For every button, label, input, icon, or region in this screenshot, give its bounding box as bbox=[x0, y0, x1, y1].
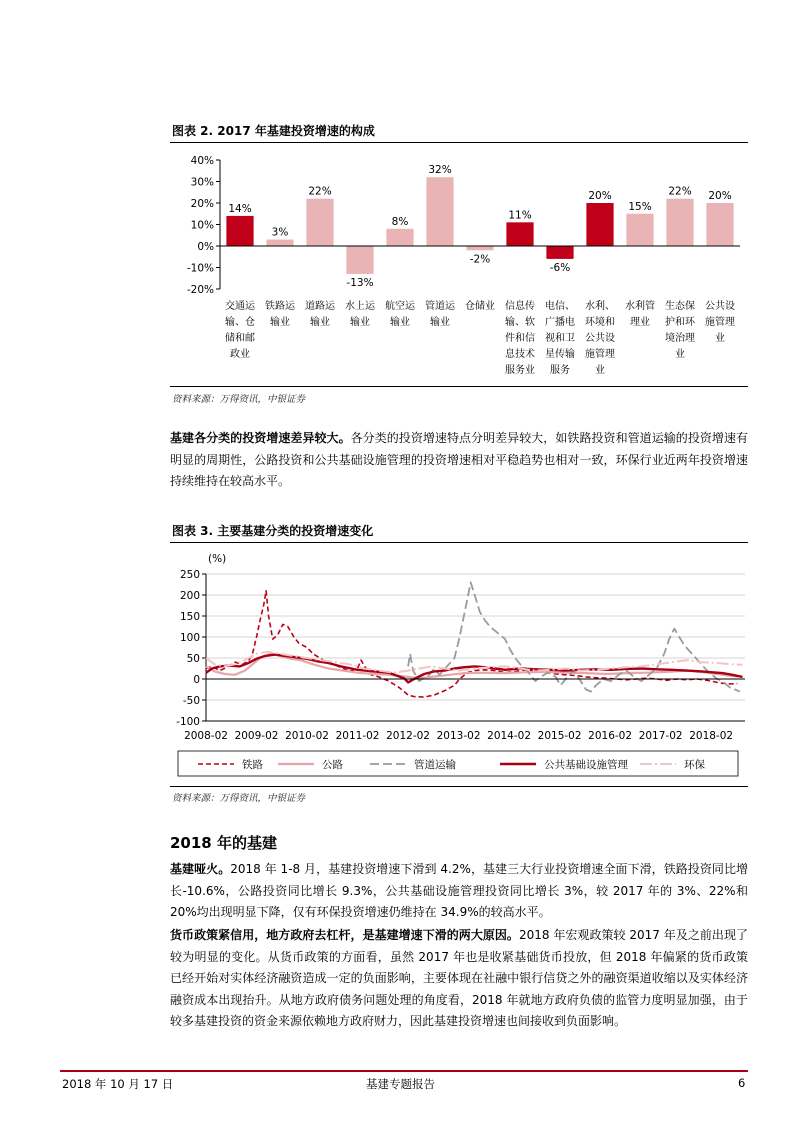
bar bbox=[506, 222, 533, 246]
figure-3-source: 资料来源：万得资讯，中银证券 bbox=[172, 793, 306, 804]
x-category-label: 业 bbox=[595, 365, 605, 376]
bar-value-label: -6% bbox=[549, 261, 571, 274]
footer-report-title: 基建专题报告 bbox=[366, 1077, 435, 1091]
bar-value-label: 11% bbox=[508, 209, 532, 222]
bar-value-label: 14% bbox=[228, 202, 252, 215]
y-tick-label: 0% bbox=[197, 241, 214, 253]
bar bbox=[466, 246, 493, 250]
x-category-label: 水上运 bbox=[345, 301, 375, 312]
y-tick-label: 200 bbox=[179, 590, 200, 602]
bar bbox=[426, 177, 453, 246]
y-tick-label: -50 bbox=[182, 695, 200, 707]
x-tick-label: 2011-02 bbox=[335, 730, 380, 742]
x-category-label: 管道运 bbox=[425, 301, 455, 312]
x-category-label: 输业 bbox=[270, 317, 290, 328]
x-category-label: 施管理 bbox=[705, 317, 735, 328]
paragraph-body: 2018 年 1-8 月，基建投资增速下滑到 4.2%，基建三大行业投资增速全面下滑，铁路投资同比增长-10.6%，公路投资同比增长 9.3%，公共基础设施管理投资同比增长 3%，较 2017 年的 3%、22%和 20%均出现明显下降，仅有环保投资增速仍维持在 34.9%的较高水平。 bbox=[170, 862, 748, 919]
figure-2-source: 资料来源：万得资讯，中银证券 bbox=[172, 394, 306, 405]
x-tick-label: 2015-02 bbox=[537, 730, 582, 742]
paragraph-body: 各分类的投资增速特点分明差异较大，如铁路投资和管道运输的投资增速有明显的周期性，公路投资和公共基础设施管理的投资增速相对平稳趋势也相对一致，环保行业近两年投资增速持续维持在较高水平。 bbox=[170, 431, 748, 488]
y-tick-label: -10% bbox=[186, 262, 214, 275]
x-category-label: 环境和 bbox=[585, 317, 615, 328]
bar-value-label: 3% bbox=[271, 226, 289, 239]
bar bbox=[666, 199, 693, 246]
bar-value-label: 8% bbox=[391, 215, 409, 228]
bar-value-label: -2% bbox=[469, 253, 491, 266]
x-category-label: 理业 bbox=[630, 317, 650, 328]
figure-2-bar-chart bbox=[170, 146, 750, 384]
x-category-label: 护和环 bbox=[665, 317, 695, 328]
x-category-label: 航空运 bbox=[385, 301, 415, 312]
x-category-label: 息技术 bbox=[505, 349, 535, 360]
paragraph-body: 2018 年宏观政策较 2017 年及之前出现了较为明显的变化。从货币政策的方面看，虽然 2017 年也是收紧基础货币投放，但 2018 年偏紧的货币政策已经开始对实体经济融资造成一定的负面影响，主要体现在社融中银行信贷之外的融资渠道收缩以及实体经济融资成本出现抬升。从地方政府债务问题处理的角度看，2018 年就地方政府负债的监管力度明显加强，由于较多基建投资的资金来源依赖地方政府财力，因此基建投资增速也间接收到负面影响。 bbox=[170, 928, 748, 1028]
bar-value-label: 15% bbox=[628, 200, 652, 213]
bar bbox=[266, 240, 293, 246]
x-category-label: 信息传 bbox=[505, 301, 535, 312]
figure-2-top-rule bbox=[170, 142, 748, 143]
x-tick-label: 2018-02 bbox=[689, 730, 734, 742]
x-category-label: 输业 bbox=[350, 317, 370, 328]
bar bbox=[586, 203, 613, 246]
x-category-label: 输、软 bbox=[505, 317, 535, 328]
bar bbox=[626, 214, 653, 246]
bar bbox=[306, 199, 333, 246]
y-tick-label: 30% bbox=[190, 176, 214, 189]
legend-label: 铁路 bbox=[242, 759, 263, 771]
x-category-label: 境治理 bbox=[665, 333, 695, 344]
paragraph-lead: 基建各分类的投资增速差异较大。 bbox=[170, 431, 351, 445]
bar bbox=[546, 246, 573, 259]
y-tick-label: -20% bbox=[186, 284, 214, 296]
paragraph-lead: 货币政策紧信用，地方政府去杠杆，是基建增速下滑的两大原因。 bbox=[170, 928, 519, 942]
figure-2-bottom-rule bbox=[170, 386, 748, 387]
y-axis-unit: (%) bbox=[208, 553, 227, 565]
x-category-label: 政业 bbox=[230, 349, 250, 360]
x-category-label: 服务 bbox=[550, 365, 570, 376]
x-category-label: 水利管 bbox=[625, 301, 655, 312]
x-category-label: 铁路运 bbox=[265, 301, 295, 312]
legend-label: 公路 bbox=[322, 759, 343, 771]
x-category-label: 生态保 bbox=[665, 301, 695, 312]
x-category-label: 星传输 bbox=[545, 349, 575, 360]
bar bbox=[346, 246, 373, 274]
x-category-label: 业 bbox=[675, 349, 685, 360]
x-category-label: 输业 bbox=[390, 317, 410, 328]
legend-label: 公共基础设施管理 bbox=[544, 759, 628, 771]
y-tick-label: 10% bbox=[190, 219, 214, 232]
x-category-label: 视和卫 bbox=[545, 333, 575, 344]
x-category-label: 交通运 bbox=[225, 301, 255, 312]
x-category-label: 业 bbox=[715, 333, 725, 344]
chart-legend bbox=[178, 751, 738, 776]
figure-3-top-rule bbox=[170, 542, 748, 543]
x-tick-label: 2017-02 bbox=[638, 730, 683, 742]
x-tick-label: 2008-02 bbox=[184, 730, 228, 742]
x-tick-label: 2016-02 bbox=[588, 730, 633, 742]
x-category-label: 公共设 bbox=[705, 301, 735, 312]
bar-value-label: 22% bbox=[308, 185, 332, 198]
figure-2-title: 图表 2. 2017 年基建投资增速的构成 bbox=[172, 124, 375, 138]
bar-value-label: 22% bbox=[668, 185, 692, 198]
figure-3-line-chart bbox=[170, 546, 750, 784]
paragraph-infrastructure-stall bbox=[170, 859, 748, 924]
x-category-label: 输业 bbox=[430, 317, 450, 328]
y-tick-label: 40% bbox=[190, 155, 214, 167]
bar-value-label: 20% bbox=[588, 190, 612, 202]
legend-label: 环保 bbox=[684, 759, 705, 771]
x-tick-label: 2014-02 bbox=[487, 730, 532, 742]
section-heading: 2018 年的基建 bbox=[170, 834, 277, 852]
bar bbox=[226, 216, 253, 246]
y-tick-label: 50 bbox=[186, 653, 200, 665]
x-category-label: 服务业 bbox=[505, 365, 535, 376]
x-category-label: 仓储业 bbox=[465, 301, 495, 312]
y-tick-label: 0 bbox=[193, 674, 200, 686]
x-category-label: 储和邮 bbox=[225, 333, 255, 344]
bar-value-label: -13% bbox=[346, 276, 374, 289]
bar bbox=[386, 229, 413, 246]
x-category-label: 输业 bbox=[310, 317, 330, 328]
y-tick-label: -100 bbox=[176, 716, 200, 728]
y-tick-label: 150 bbox=[179, 611, 200, 623]
x-category-label: 输、仓 bbox=[225, 317, 255, 328]
x-category-label: 件和信 bbox=[505, 333, 535, 344]
x-tick-label: 2009-02 bbox=[234, 730, 279, 742]
legend-label: 管道运输 bbox=[414, 759, 456, 771]
bar-value-label: 20% bbox=[708, 190, 732, 202]
x-category-label: 电信、 bbox=[545, 301, 575, 312]
y-tick-label: 100 bbox=[179, 632, 200, 644]
figure-3-bottom-rule bbox=[170, 786, 748, 787]
paragraph-investment-differences bbox=[170, 428, 748, 493]
paragraph-lead: 基建哑火。 bbox=[170, 862, 231, 876]
bar bbox=[706, 203, 733, 246]
footer-date: 2018 年 10 月 17 日 bbox=[62, 1077, 174, 1091]
x-tick-label: 2010-02 bbox=[285, 730, 329, 742]
paragraph-policy-reasons bbox=[170, 925, 748, 1033]
figure-3-title: 图表 3. 主要基建分类的投资增速变化 bbox=[172, 524, 374, 538]
x-category-label: 施管理 bbox=[585, 349, 615, 360]
x-tick-label: 2013-02 bbox=[436, 730, 481, 742]
x-tick-label: 2012-02 bbox=[386, 730, 430, 742]
x-category-label: 公共设 bbox=[585, 333, 615, 344]
bar-value-label: 32% bbox=[428, 164, 452, 177]
y-tick-label: 20% bbox=[190, 198, 214, 210]
x-category-label: 广播电 bbox=[545, 317, 575, 328]
y-tick-label: 250 bbox=[179, 569, 200, 581]
footer-page-number: 6 bbox=[738, 1076, 746, 1090]
series-line bbox=[206, 591, 737, 697]
x-category-label: 水利、 bbox=[585, 301, 615, 312]
x-category-label: 道路运 bbox=[305, 301, 335, 312]
footer-rule bbox=[60, 1070, 748, 1072]
